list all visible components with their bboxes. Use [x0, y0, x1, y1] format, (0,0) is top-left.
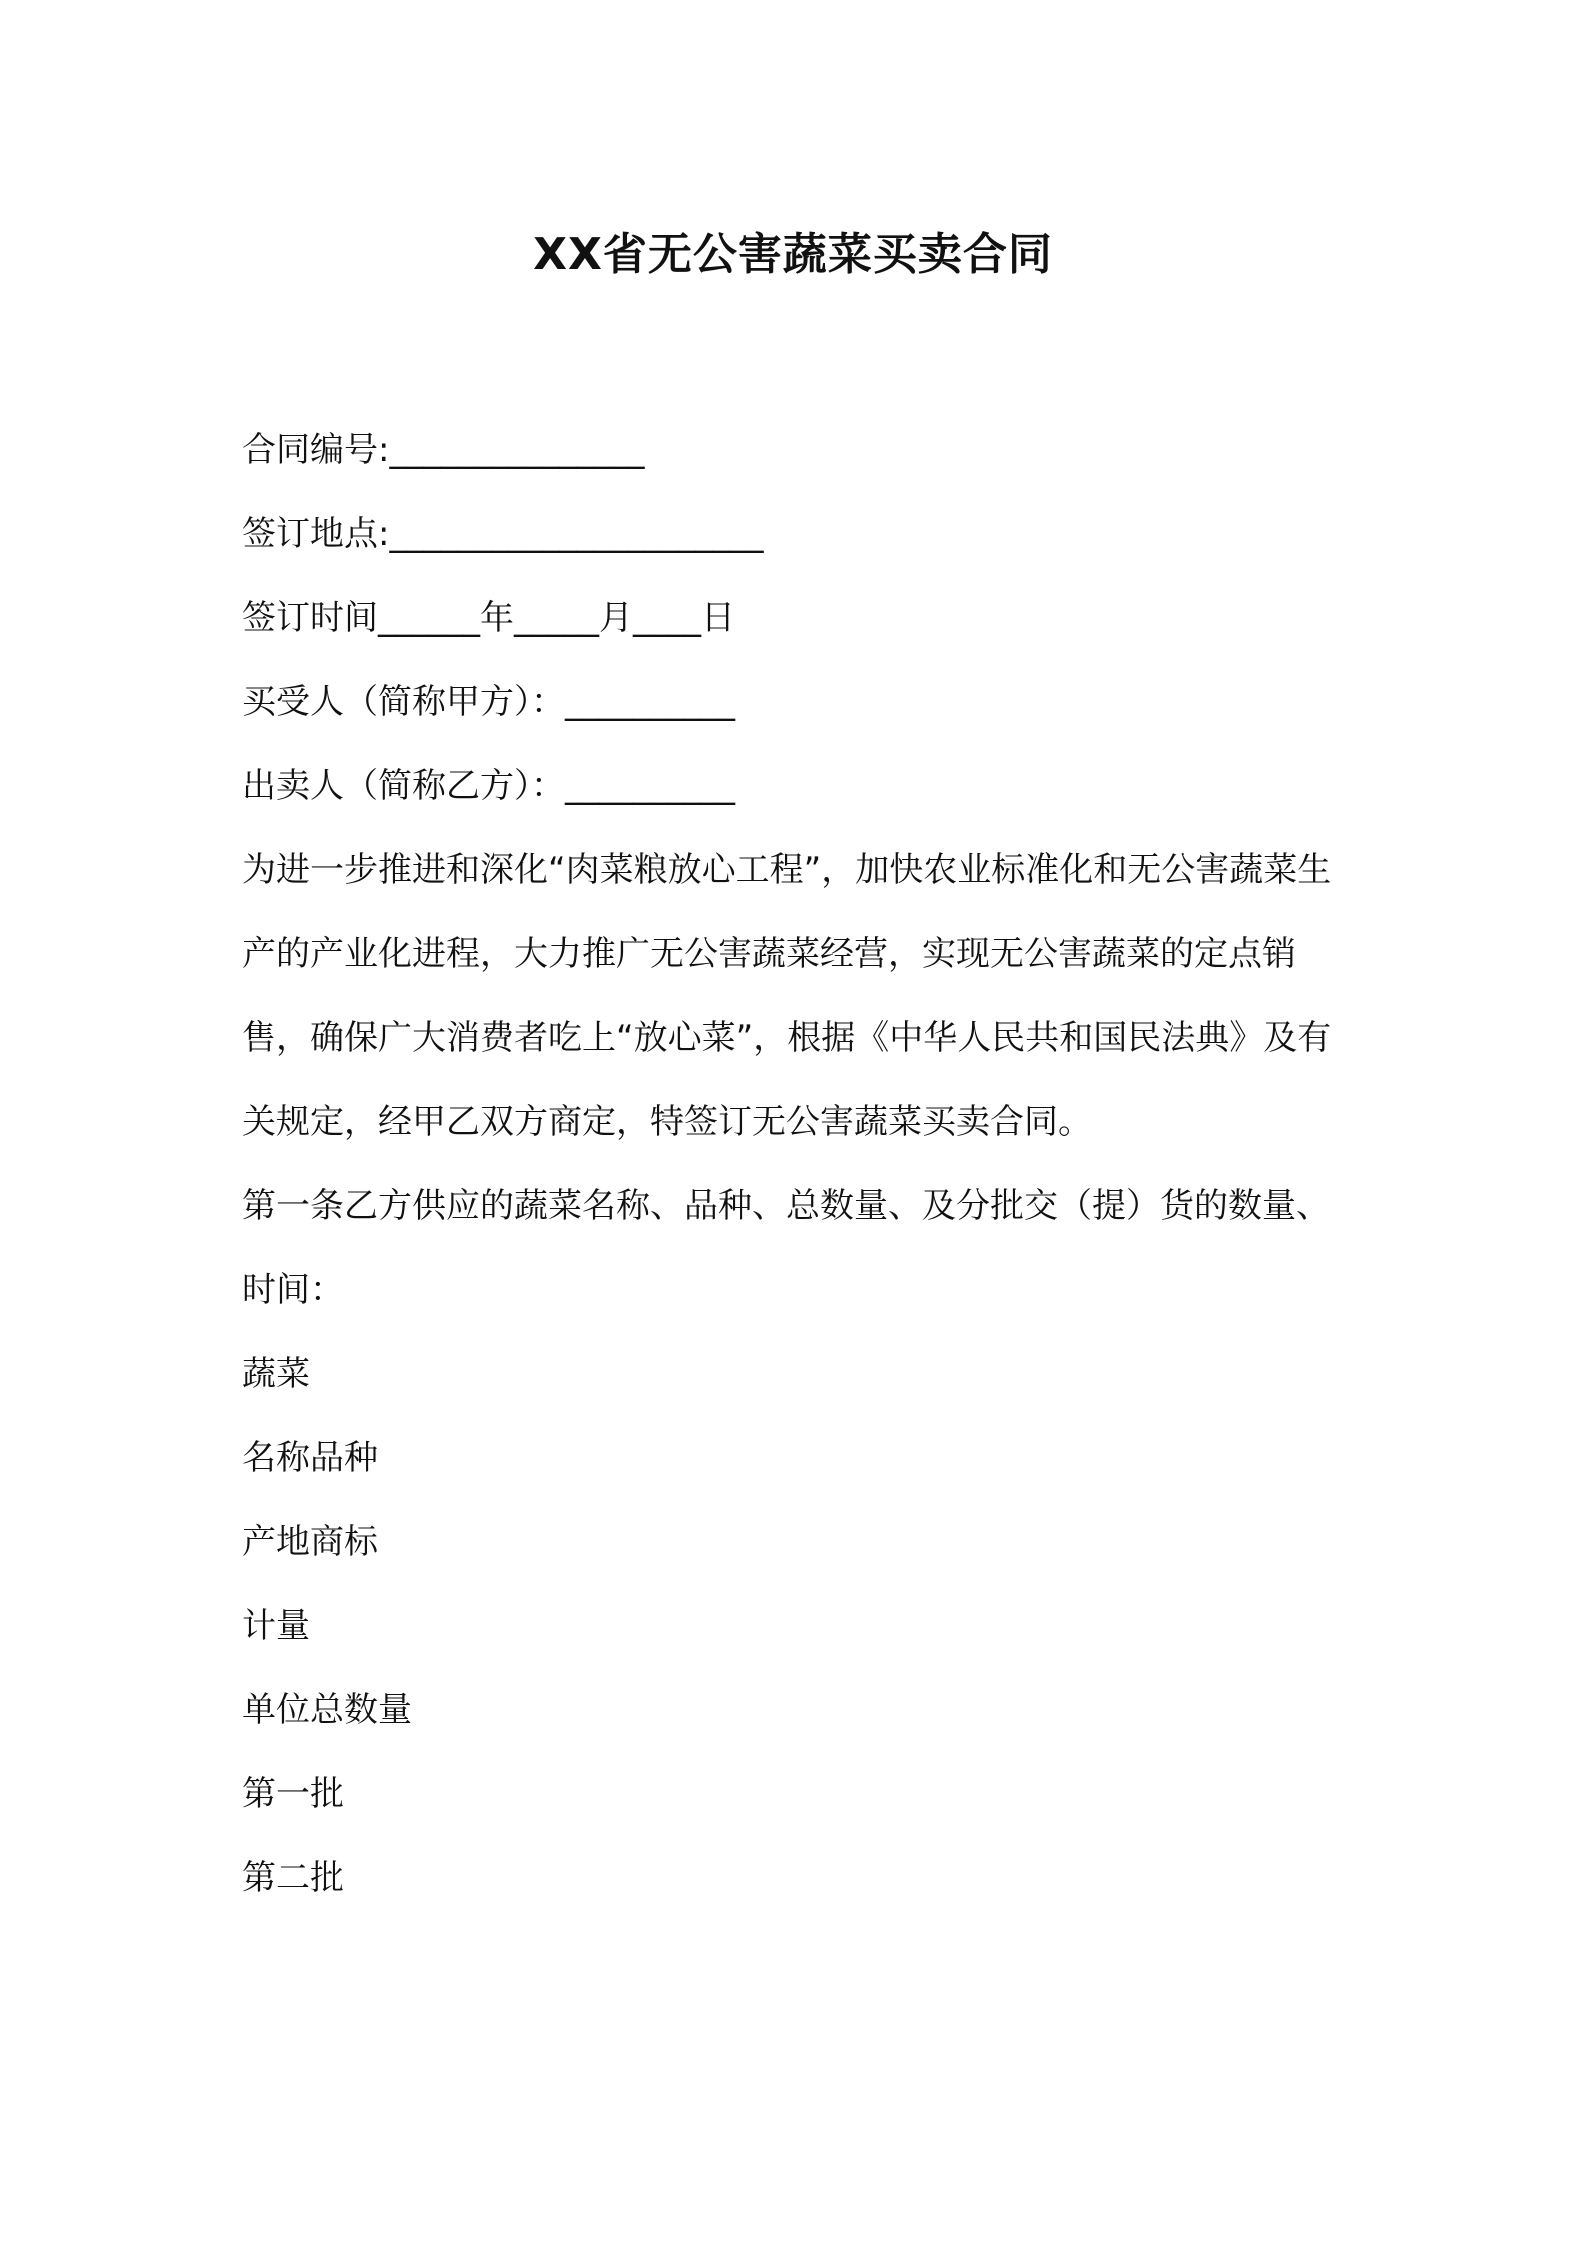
- sign-place-field: 签订地点:______________________: [242, 514, 764, 554]
- table-label-name-variety: 名称品种: [242, 1438, 378, 1478]
- table-label-batch-1: 第一批: [242, 1774, 344, 1814]
- seller-field: 出卖人（简称乙方）：__________: [242, 766, 735, 806]
- table-label-unit-total: 单位总数量: [242, 1690, 412, 1730]
- table-label-batch-2: 第二批: [242, 1858, 344, 1898]
- document-body: [242, 408, 1362, 1920]
- table-label-measure: 计量: [242, 1606, 310, 1646]
- document-title: XX省无公害蔬菜买卖合同: [533, 229, 1053, 280]
- contract-number-field: 合同编号:_______________: [242, 430, 645, 470]
- sign-time-field: 签订时间______年_____月____日: [242, 598, 735, 638]
- table-label-vegetable: 蔬菜: [242, 1354, 310, 1394]
- table-label-origin-brand: 产地商标: [242, 1522, 378, 1562]
- buyer-field: 买受人（简称甲方）：__________: [242, 682, 735, 722]
- article-1-paragraph: 第一条乙方供应的蔬菜名称、品种、总数量、及分批交（提）货的数量、时间：: [242, 1186, 1330, 1310]
- intro-paragraph: 为进一步推进和深化“肉菜粮放心工程”，加快农业标准化和无公害蔬菜生产的产业化进程，大力推广无公害蔬菜经营，实现无公害蔬菜的定点销售，确保广大消费者吃上“放心菜”，根据《中华人民共和国民法典》及有关规定，经甲乙双方商定，特签订无公害蔬菜买卖合同。: [242, 850, 1332, 1142]
